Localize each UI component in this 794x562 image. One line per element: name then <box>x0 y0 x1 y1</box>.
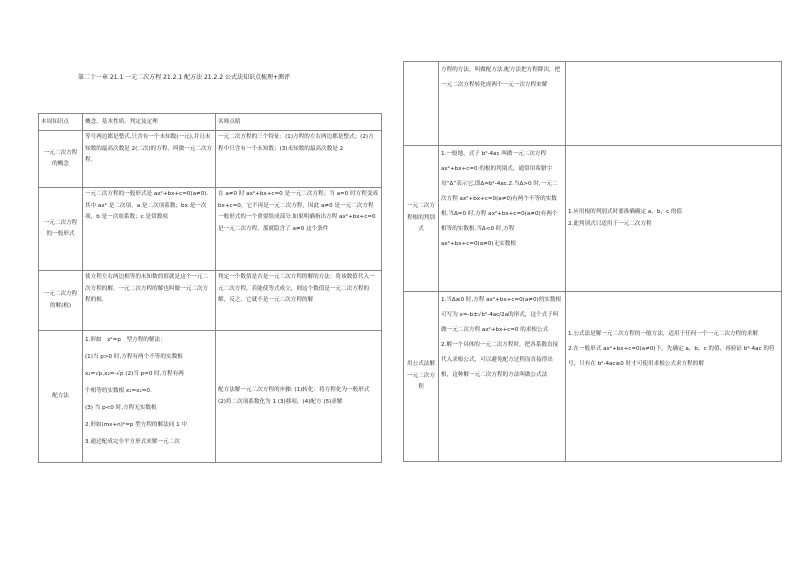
table-row <box>39 271 382 331</box>
right-knowledge-table <box>403 61 782 462</box>
table-row <box>404 146 782 292</box>
row-note: 一元二次方程的三个特征：(1)方程的左右两边都是整式；(2)方程中只含有一个未知数；(3)未知数的最高次数是 2 <box>216 131 382 188</box>
row-topic: 配方法 <box>39 331 83 463</box>
left-knowledge-table <box>38 113 382 463</box>
row-note: 1.公式法是解一元二次方程的一般方法，适用于任何一个一元二次方程的求解 2.在一般形式 ax²+bx+c=0(a≠0)下，先确定 a，b，c 的值，再验证 b²-4ac 的符号，只有在 b²-4ac≥0 时才可使用求根公式求方程的解 <box>566 292 782 462</box>
method-line: (1)当 p>0 时,方程有两个不等的实数根 <box>85 354 183 360</box>
method-line: (3) 当 p<0 时,方程无实数根 <box>85 405 157 411</box>
table-row <box>404 292 782 462</box>
row-topic: 用公式法解一元二次方程 <box>404 292 439 462</box>
table-row <box>39 331 382 463</box>
row-note <box>566 62 782 146</box>
header-topic: 本周知识点 <box>39 114 83 131</box>
row-content: 1.一般地，式子 b²-4ac 叫做一元二次方程 ax²+bx+c=0 的根的判别式，通常用希腊字母“Δ”表示它,即Δ=b²-4ac.2.当Δ>0 时,一元二次方程 ax²+bx+c=0(a≠0)有两个不等的实数根.当Δ=0 时,方程 ax²+bx+c=0(a≠0)有两个相等的实数根.当Δ<0 时,方程 ax²+bx+c=0(a≠0)无实数根 <box>439 146 566 292</box>
row-content: 方程的方法，叫做配方法.配方法把方程降次，把一元二次方程转化成两个一元一次方程来解 <box>439 62 566 146</box>
row-topic: 一元二次方程的概念 <box>39 131 83 188</box>
row-topic <box>404 62 439 146</box>
table-row <box>404 62 782 146</box>
table-header-row <box>39 114 382 131</box>
row-note: 配方法解一元二次方程的步骤: (1)转化：将方程化为一般形式 (2)将二次项系数化为 1 (3)移项，(4)配方 (5)求解 <box>216 331 382 463</box>
row-content: 使方程左右两边相等的未知数的值就是这个一元二次方程的解，一元二次方程的解也叫做一元二次方程的根. <box>83 271 216 331</box>
row-note: 在 a≠0 时 ax²+bx+c=0 是一元二次方程；当 a=0 时方程变成 bx+c=0，它不再是一元二次方程，因此 a≠0 是一元二次方程一般形式的一个重要组成部分.如果明确指出方程 ax²+bx+c=0 是一元二次方程，那就隐含了 a≠0 这个条件 <box>216 188 382 271</box>
method-line: 1.形如 x²=p 型方程的解法： <box>85 337 166 343</box>
row-topic: 一元二次方程根的判别式 <box>404 146 439 292</box>
method-line: 2.形如(mx+n)²=p 型方程的解法同 1 中 <box>85 422 188 428</box>
row-content: 等号两边都是整式,只含有一个未知数(一元),并且未知数的最高次数是 2(二次)的方程，叫做一元二次方程. <box>83 131 216 188</box>
row-content: 1.当Δ≥0 时,方程 ax²+bx+c=0(a≠0)的实数根可写为 x=-b±√b²-4ac/2a的形式，这个式子叫做一元二次方程 ax²+bx+c=0 的求根公式 2.解一个具体的一元二次方程时，把各系数直接代入求根公式，可以避免配方过程而直接得出根，这种解一元二次方程的方法叫做公式法 <box>439 292 566 462</box>
header-tips: 名师点睛 <box>216 114 382 131</box>
row-note: 1.应用根的判别式时要准确确定 a，b，c 的值 2.此判别式只适用于一元二次方程 <box>566 146 782 292</box>
table-row <box>39 188 382 271</box>
row-content: 一元二次方程的一般形式是 ax²+bx+c=0(a≠0).其中 ax² 是二次项，a 是二次项系数；bx 是一次项，b 是一次项系数；c 是常数项 <box>83 188 216 271</box>
method-line: x₁=√p,x₂=-√p (2)当 p=0 时,方程有两 <box>85 371 184 377</box>
header-concept: 概念、基本性质、判定及定理 <box>83 114 216 131</box>
table-row <box>39 131 382 188</box>
row-note: 判定一个数值是否是一元二次方程的解的方法：将该数值代入一元二次方程，若能使等式成立，则这个数值是一元二次方程的解，反之，它就不是一元二次方程的解 <box>216 271 382 331</box>
method-line: 个相等的实数根 x₁=x₂=0. <box>85 388 152 394</box>
row-content <box>83 331 216 463</box>
row-topic: 一元二次方程的解(根) <box>39 271 83 331</box>
row-topic: 一元二次方程的一般形式 <box>39 188 83 271</box>
page-title: 第二十一章 21.1 一元二次方程 21.2.1 配方法 21.2.2 公式法知识点梳理+测评 <box>78 74 290 81</box>
method-line: 3.通过配成完全平方形式来解一元二次 <box>85 439 180 445</box>
